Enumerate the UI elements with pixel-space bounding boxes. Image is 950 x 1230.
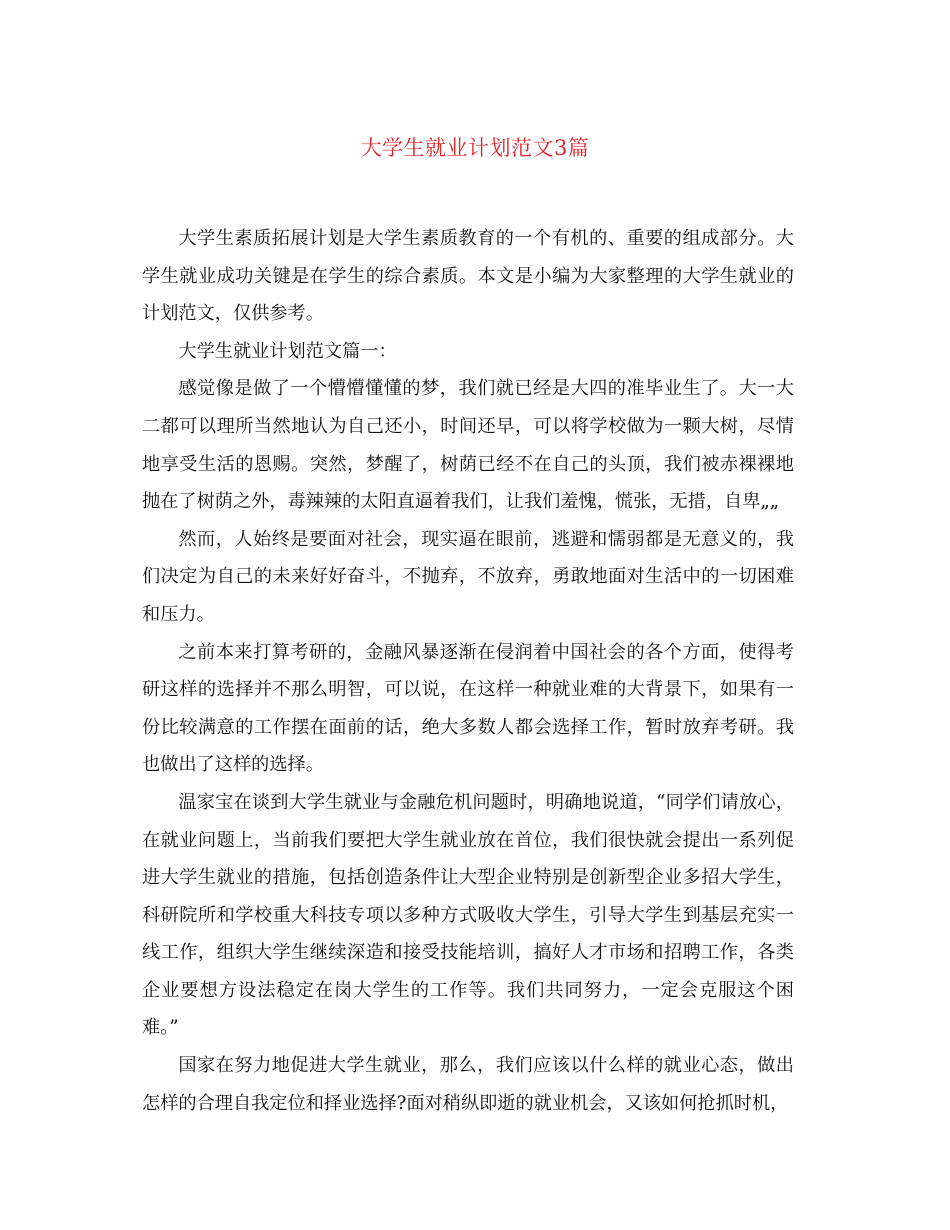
paragraph-intro: 大学生素质拓展计划是大学生素质教育的一个有机的、重要的组成部分。大学生就业成功关键是在学生的综合素质。本文是小编为大家整理的大学生就业的计划范文，仅供参考。 <box>142 228 794 325</box>
paragraph: 国家在努力地促进大学生就业，那么，我们应该以什么样的就业心态，做出怎样的合理自我定位和择业选择?面对稍纵即逝的就业机会，又该如何抢抓时机， <box>142 1055 794 1114</box>
paragraph-section-heading: 大学生就业计划范文篇一： <box>178 340 397 362</box>
document-title: 大学生就业计划范文3篇 <box>360 136 590 160</box>
paragraph: 之前本来打算考研的，金融风暴逐渐在侵润着中国社会的各个方面，使得考研这样的选择并不那么明智，可以说，在这样一种就业难的大背景下，如果有一份比较满意的工作摆在面前的话，绝大多数人都会选择工作，暂时放弃考研。我也做出了这样的选择。 <box>142 641 794 776</box>
document-body <box>142 220 794 1122</box>
paragraph: 温家宝在谈到大学生就业与金融危机问题时，明确地说道，“同学们请放心，在就业问题上，当前我们要把大学生就业放在首位，我们很快就会提出一系列促进大学生就业的措施，包括创造条件让大型企业特别是创新型企业多招大学生，科研院所和学校重大科技专项以多种方式吸收大学生，引导大学生到基层充实一线工作，组织大学生继续深造和接受技能培训，搞好人才市场和招聘工作，各类企业要想方设法稳定在岗大学生的工作等。我们共同努力，一定会克服这个困难。” <box>142 791 794 1039</box>
paragraph: 然而，人始终是要面对社会，现实逼在眼前，逃避和懦弱都是无意义的，我们决定为自己的未来好好奋斗，不抛弃，不放弃，勇敢地面对生活中的一切困难和压力。 <box>142 528 794 625</box>
paragraph: 感觉像是做了一个懵懵懂懂的梦，我们就已经是大四的准毕业生了。大一大二都可以理所当然地认为自己还小，时间还早，可以将学校做为一颗大树，尽情地享受生活的恩赐。突然，梦醒了，树荫已经不在自己的头顶，我们被赤裸裸地抛在了树荫之外，毒辣辣的太阳直逼着我们，让我们羞愧，慌张，无措，自卑„„ <box>142 378 794 513</box>
